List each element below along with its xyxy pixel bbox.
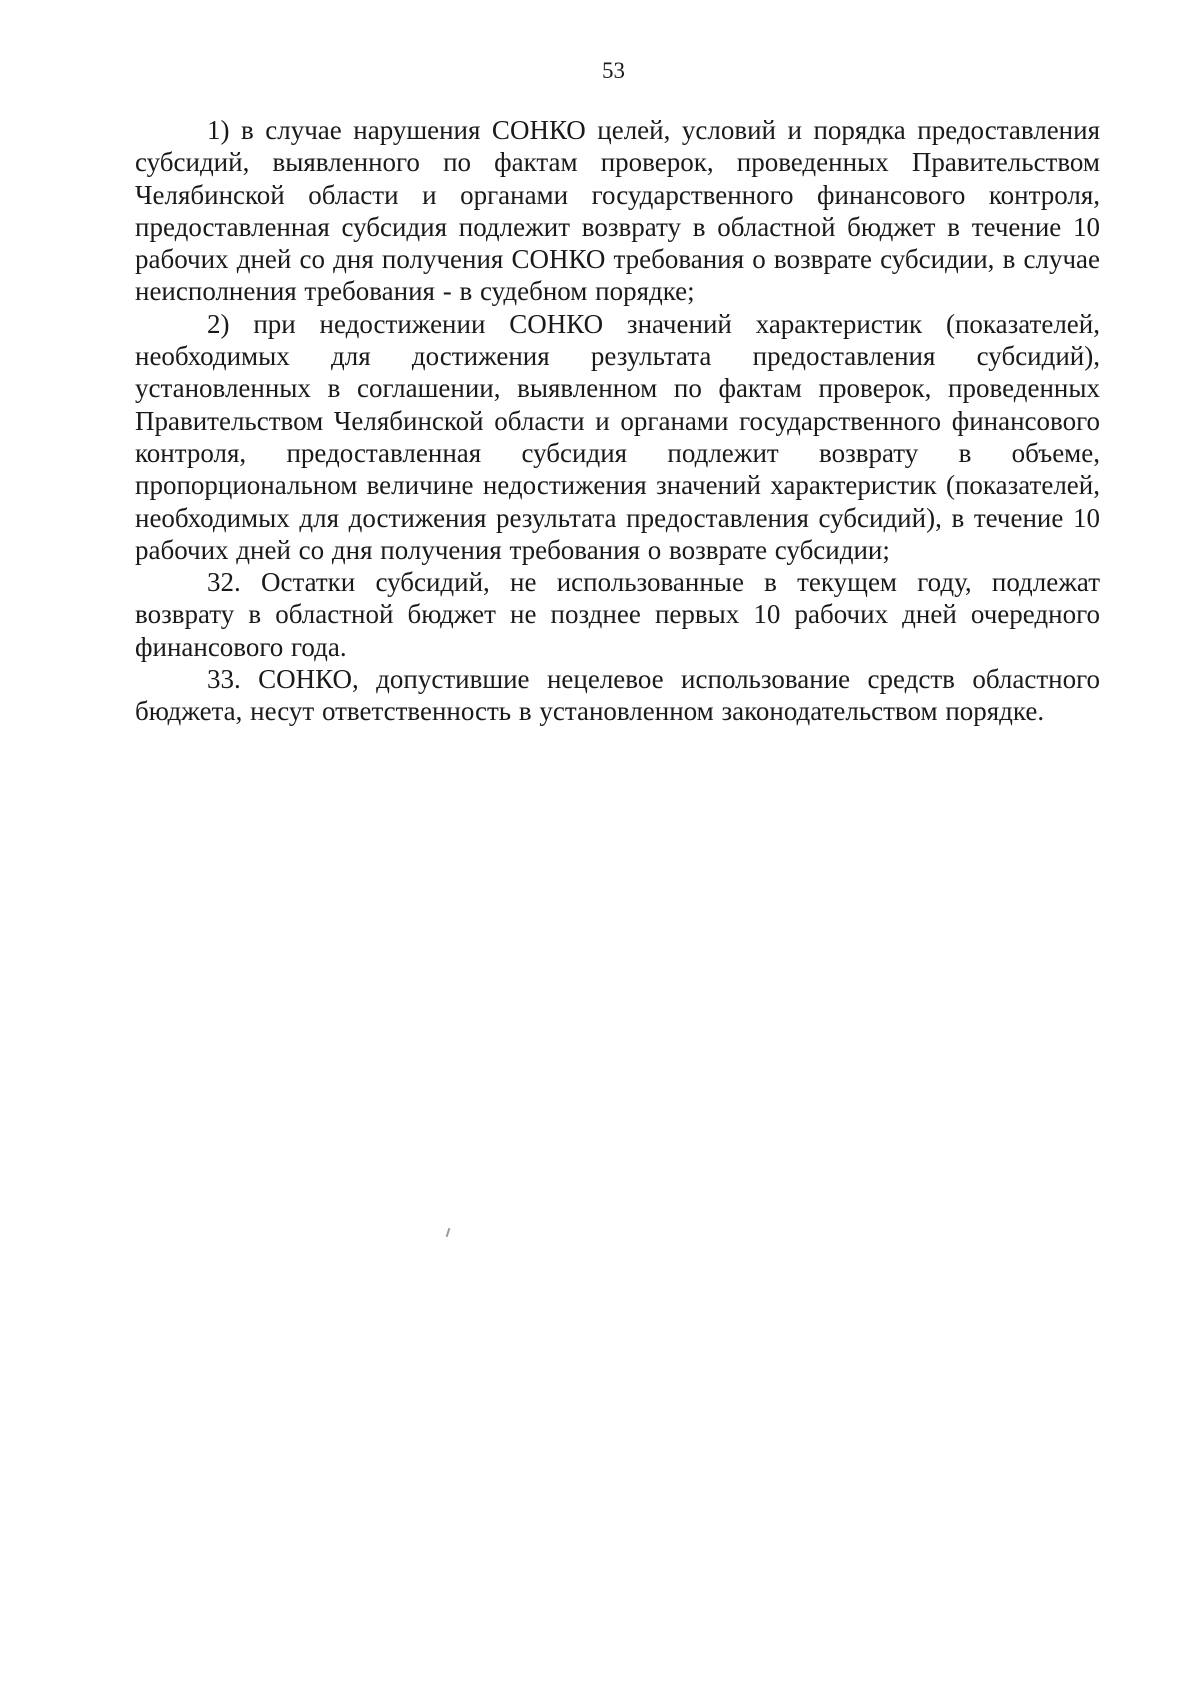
page-number: 53 (602, 58, 625, 83)
scan-artifact-mark (446, 1228, 451, 1237)
paragraph-item-1: 1) в случае нарушения СОНКО целей, условий и порядка предоставления субсидий, выявленного по фактам проверок, проведенных Правительством Челябинской области и органами государственного финансового контроля, предоставленная субсидия подлежит возврату в областной бюджет в течение 10 рабочих дней со дня получения СОНКО требования о возврате субсидии, в случае неисполнения требования - в судебном порядке; (135, 115, 1100, 307)
paragraph-item-33: 33. СОНКО, допустившие нецелевое использование средств областного бюджета, несут ответственность в установленном законодательством порядке. (135, 664, 1100, 727)
document-body (135, 114, 1100, 728)
paragraph-item-32: 32. Остатки субсидий, не использованные в текущем году, подлежат возврату в областной бюджет не позднее первых 10 рабочих дней очередного финансового года. (135, 567, 1100, 662)
paragraph-item-2: 2) при недостижении СОНКО значений характеристик (показателей, необходимых для достижения результата предоставления субсидий), установленных в соглашении, выявленном по фактам проверок, проведенных Правительством Челябинской области и органами государственного финансового контроля, предоставленная субсидия подлежит возврату в объеме, пропорциональном величине недостижения значений характеристик (показателей, необходимых для достижения результата предоставления субсидий), в течение 10 рабочих дней со дня получения требования о возврате субсидии; (135, 308, 1100, 565)
